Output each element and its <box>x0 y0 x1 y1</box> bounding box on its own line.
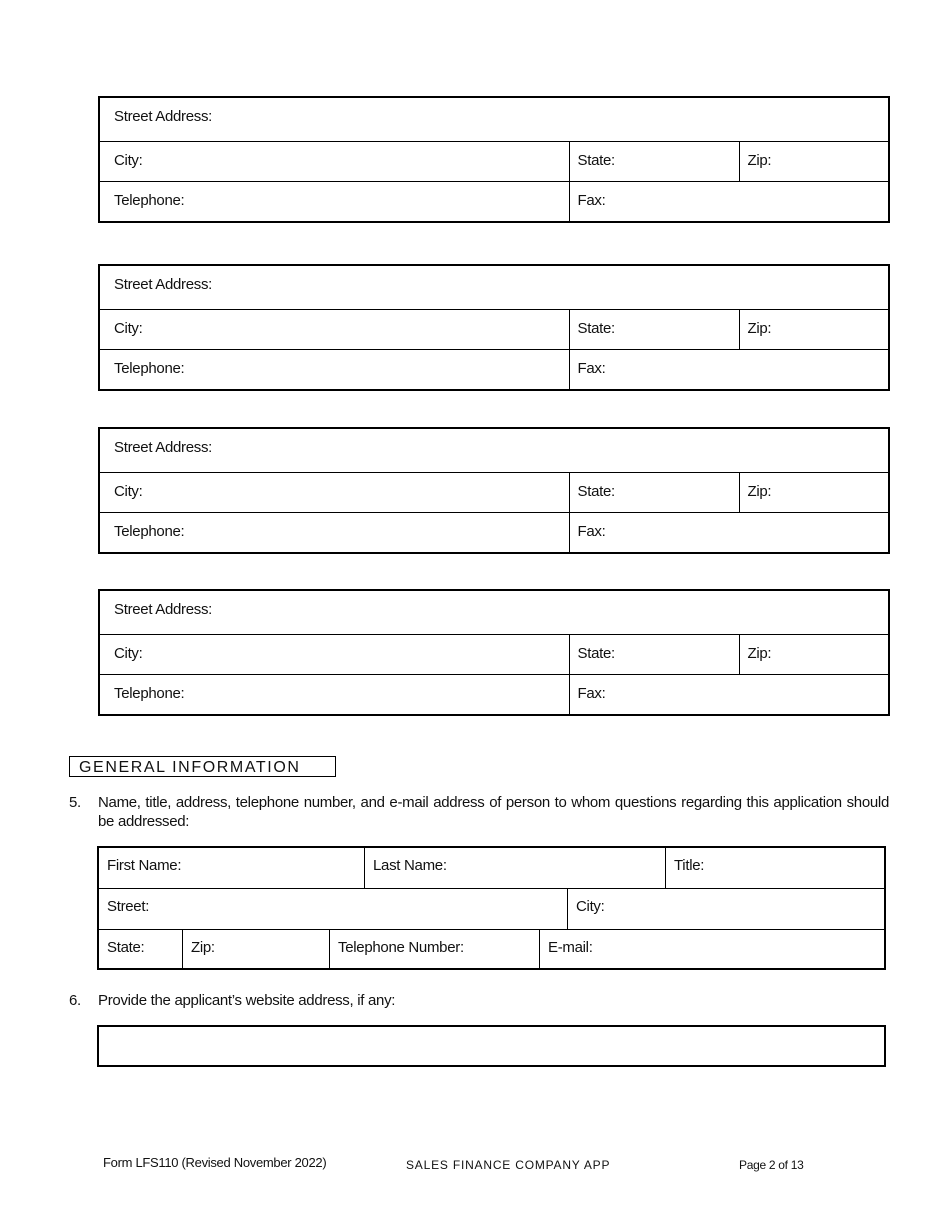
telephone-field[interactable]: Telephone: <box>99 182 569 223</box>
telephone-field[interactable]: Telephone: <box>99 513 569 554</box>
street-address-field[interactable]: Street Address: <box>99 97 889 142</box>
address-block-3 <box>98 427 890 554</box>
question-5 <box>69 793 889 833</box>
question-text: Provide the applicant’s website address, if any: <box>98 992 396 1009</box>
street-address-field[interactable]: Street Address: <box>99 590 889 635</box>
telephone-field[interactable]: Telephone: <box>99 350 569 391</box>
zip-field[interactable]: Zip: <box>739 635 889 675</box>
zip-field[interactable]: Zip: <box>739 142 889 182</box>
footer-page-number: Page 2 of 13 <box>739 1158 804 1172</box>
email-field[interactable]: E-mail: <box>539 930 884 969</box>
city-field[interactable]: City: <box>567 889 884 929</box>
website-address-field[interactable] <box>97 1025 886 1067</box>
street-address-field[interactable]: Street Address: <box>99 428 889 473</box>
question-text: Name, title, address, telephone number, and e-mail address of person to whom questions regarding this application should be addressed: <box>98 794 889 830</box>
city-field[interactable]: City: <box>99 635 569 675</box>
contact-row-name <box>99 848 884 888</box>
address-block-1 <box>98 96 890 223</box>
street-field[interactable]: Street: <box>107 898 150 915</box>
fax-field[interactable]: Fax: <box>569 675 889 716</box>
city-field[interactable]: City: <box>99 142 569 182</box>
state-field[interactable]: State: <box>569 635 739 675</box>
address-block-2 <box>98 264 890 391</box>
street-address-field[interactable]: Street Address: <box>99 265 889 310</box>
state-field[interactable]: State: <box>569 142 739 182</box>
question-number: 6. <box>69 992 81 1009</box>
city-field[interactable]: City: <box>99 310 569 350</box>
fax-field[interactable]: Fax: <box>569 513 889 554</box>
footer-title: SALES FINANCE COMPANY APP <box>406 1158 611 1172</box>
zip-field[interactable]: Zip: <box>182 930 329 969</box>
telephone-field[interactable]: Telephone: <box>99 675 569 716</box>
fax-field[interactable]: Fax: <box>569 182 889 223</box>
contact-row-address <box>99 888 884 929</box>
zip-field[interactable]: Zip: <box>739 473 889 513</box>
contact-row-contact <box>99 929 884 969</box>
contact-person-table <box>97 846 886 970</box>
question-6 <box>69 991 889 1011</box>
zip-field[interactable]: Zip: <box>739 310 889 350</box>
state-field[interactable]: State: <box>569 310 739 350</box>
footer-form-id: Form LFS110 (Revised November 2022) <box>103 1155 327 1170</box>
city-field[interactable]: City: <box>99 473 569 513</box>
last-name-field[interactable]: Last Name: <box>364 848 665 888</box>
state-field[interactable]: State: <box>569 473 739 513</box>
telephone-number-field[interactable]: Telephone Number: <box>329 930 539 969</box>
address-block-4 <box>98 589 890 716</box>
title-field[interactable]: Title: <box>665 848 884 888</box>
question-number: 5. <box>69 794 81 811</box>
first-name-field[interactable]: First Name: <box>107 857 182 874</box>
section-header-general-information: GENERAL INFORMATION <box>69 756 336 777</box>
fax-field[interactable]: Fax: <box>569 350 889 391</box>
state-field[interactable]: State: <box>107 939 145 956</box>
